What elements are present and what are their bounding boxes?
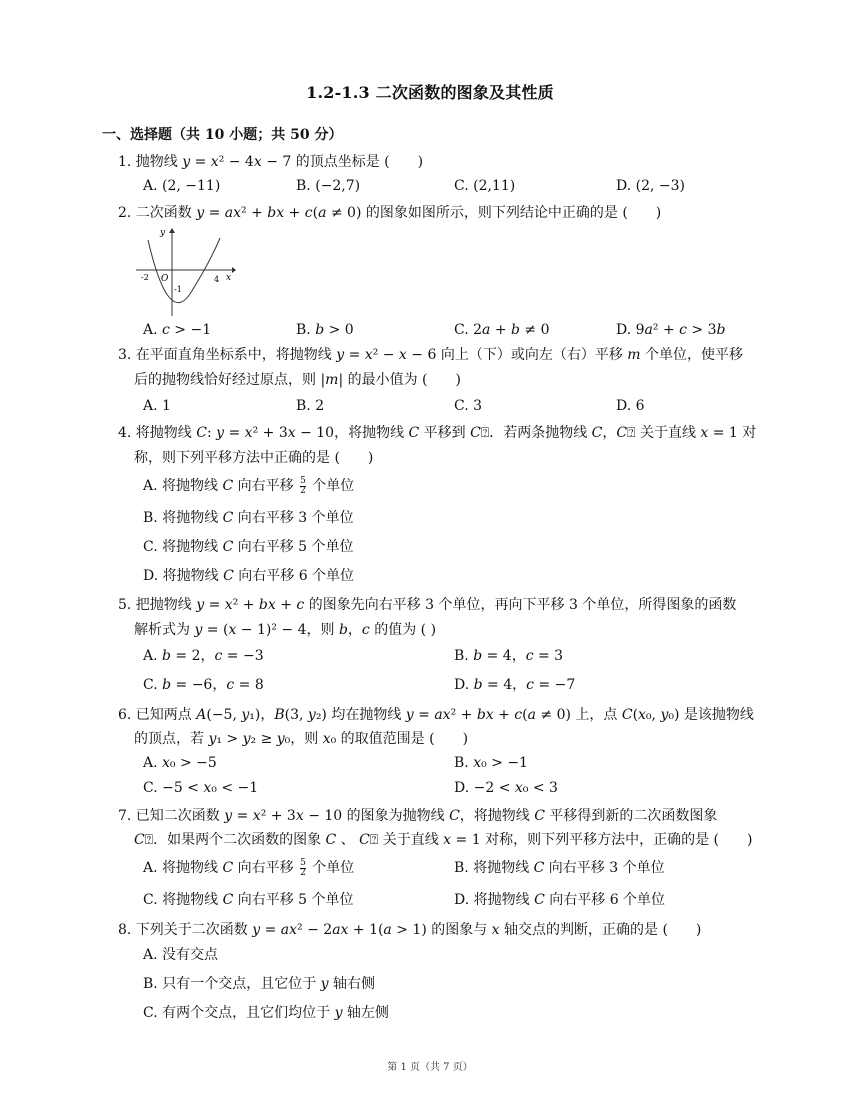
question-1-stem: 1. 抛物线 𝑦 = 𝑥² − 4𝑥 − 7 的顶点坐标是 ( ) [118, 154, 424, 170]
question-2-option-c: C. 2𝑎 + 𝑏 ≠ 0 [454, 322, 550, 338]
question-7-option-b: B. 将抛物线 𝐶 向右平移 3 个单位 [454, 860, 665, 876]
y-axis-label: y [160, 228, 166, 238]
question-2-option-b: B. 𝑏 > 0 [296, 322, 354, 338]
page-footer: 第 1 页（共 7 页） [387, 1062, 473, 1073]
question-5-option-c: C. 𝑏 = −6，𝑐 = 8 [143, 677, 264, 693]
question-2-graph [132, 226, 238, 318]
question-7-line-2: 𝐶⍰．如果两个二次函数的图象 𝐶 、 𝐶⍰ 关于直线 𝑥 = 1 对称，则下列平移方法中，正确的是 ( ) [134, 832, 753, 848]
question-4-option-d: D. 将抛物线 𝐶 向右平移 6 个单位 [143, 568, 355, 584]
question-4-option-b: B. 将抛物线 𝐶 向右平移 3 个单位 [143, 510, 354, 526]
question-1-option-c: C. (2,11) [454, 178, 516, 194]
x-axis-arrow [232, 267, 236, 273]
fraction-denominator: 2 [300, 485, 306, 496]
question-4-option-a-unit: 个单位 [312, 478, 355, 494]
question-7-option-c: C. 将抛物线 𝐶 向右平移 5 个单位 [143, 892, 354, 908]
tick-label-neg1: -1 [174, 285, 182, 294]
question-6-option-d: D. −2 < 𝑥₀ < 3 [454, 780, 558, 796]
question-2-option-d: D. 9𝑎² + 𝑐 > 3𝑏 [616, 322, 726, 338]
fraction-denominator: 2 [300, 867, 306, 878]
question-4-option-c: C. 将抛物线 𝐶 向右平移 5 个单位 [143, 539, 354, 555]
x-axis-label: x [226, 273, 232, 283]
question-6-line-2: 的顶点，若 𝑦₁ > 𝑦₂ ≥ 𝑦₀，则 𝑥₀ 的取值范围是 ( ) [134, 731, 469, 747]
question-2-option-a: A. 𝑐 > −1 [143, 322, 212, 338]
question-3-option-b: B. 2 [296, 398, 325, 414]
question-5-line-2: 解析式为 𝑦 = (𝑥 − 1)² − 4，则 𝑏，𝑐 的值为 ( ) [134, 622, 437, 638]
question-8-option-a: A. 没有交点 [143, 947, 219, 963]
question-4-line-2: 称，则下列平移方法中正确的是 ( ) [134, 450, 374, 466]
origin-label: O [161, 274, 169, 284]
fraction-five-halves [300, 477, 306, 496]
question-5-line-1: 5. 把抛物线 𝑦 = 𝑥² + 𝑏𝑥 + 𝑐 的图象先向右平移 3 个单位，再向下平移 3 个单位，所得图象的函数 [118, 597, 737, 613]
question-5-option-b: B. 𝑏 = 4，𝑐 = 3 [454, 648, 564, 664]
question-3-option-d: D. 6 [616, 398, 645, 414]
question-6-option-a: A. 𝑥₀ > −5 [143, 755, 217, 771]
question-2-stem: 2. 二次函数 𝑦 = 𝑎𝑥² + 𝑏𝑥 + 𝑐(𝑎 ≠ 0) 的图象如图所示，则下列结论中正确的是 ( ) [118, 205, 662, 221]
question-3-line-2: 后的抛物线恰好经过原点，则 |𝑚| 的最小值为 ( ) [134, 372, 461, 388]
tick-label-neg2: -2 [141, 273, 149, 282]
tick-label-4: 4 [214, 275, 220, 284]
question-3-option-a: A. 1 [143, 398, 171, 414]
question-5-option-a: A. 𝑏 = 2，𝑐 = −3 [143, 648, 264, 664]
y-axis-arrow [169, 228, 175, 233]
question-3-line-1: 3. 在平面直角坐标系中，将抛物线 𝑦 = 𝑥² − 𝑥 − 6 向上（下）或向左（右）平移 𝑚 个单位，使平移 [118, 347, 743, 363]
question-6-option-b: B. 𝑥₀ > −1 [454, 755, 528, 771]
fraction-numerator: 5 [300, 857, 306, 868]
question-8-option-c: C. 有两个交点，且它们均位于 𝑦 轴左侧 [143, 1005, 389, 1021]
question-8-stem: 8. 下列关于二次函数 𝑦 = 𝑎𝑥² − 2𝑎𝑥 + 1(𝑎 > 1) 的图象与 𝑥 轴交点的判断，正确的是 ( ) [118, 922, 702, 938]
question-1-option-a: A. (2, −11) [143, 178, 221, 194]
question-7-option-a-unit: 个单位 [312, 860, 355, 876]
question-6-line-1: 6. 已知两点 𝐴(−5, 𝑦₁)，𝐵(3, 𝑦₂) 均在抛物线 𝑦 = 𝑎𝑥² + 𝑏𝑥 + 𝑐(𝑎 ≠ 0) 上，点 𝐶(𝑥₀, 𝑦₀) 是该抛物线 [118, 707, 754, 723]
question-3-option-c: C. 3 [454, 398, 483, 414]
question-8-option-b: B. 只有一个交点，且它位于 𝑦 轴右侧 [143, 976, 375, 992]
question-4-line-1: 4. 将抛物线 𝐶: 𝑦 = 𝑥² + 3𝑥 − 10，将抛物线 𝐶 平移到 𝐶⍰．若两条抛物线 𝐶，𝐶⍰ 关于直线 𝑥 = 1 对 [118, 425, 757, 441]
question-6-option-c: C. −5 < 𝑥₀ < −1 [143, 780, 259, 796]
question-1-option-b: B. (−2,7) [296, 178, 361, 194]
question-7-option-a-text: A. 将抛物线 𝐶 向右平移 [143, 860, 294, 876]
question-7-option-a [143, 858, 354, 878]
question-7-line-1: 7. 已知二次函数 𝑦 = 𝑥² + 3𝑥 − 10 的图象为抛物线 𝐶，将抛物线 𝐶 平移得到新的二次函数图象 [118, 808, 718, 824]
fraction-five-halves [300, 859, 306, 878]
question-4-option-a-text: A. 将抛物线 𝐶 向右平移 [143, 478, 294, 494]
question-4-option-a [143, 476, 354, 496]
page-title: 1.2-1.3 二次函数的图象及其性质 [306, 83, 554, 102]
question-7-option-d: D. 将抛物线 𝐶 向右平移 6 个单位 [454, 892, 666, 908]
section-heading: 一、选择题（共 10 小题；共 50 分） [102, 127, 343, 143]
question-5-option-d: D. 𝑏 = 4，𝑐 = −7 [454, 677, 576, 693]
question-1-option-d: D. (2, −3) [616, 178, 685, 194]
fraction-numerator: 5 [300, 475, 306, 486]
